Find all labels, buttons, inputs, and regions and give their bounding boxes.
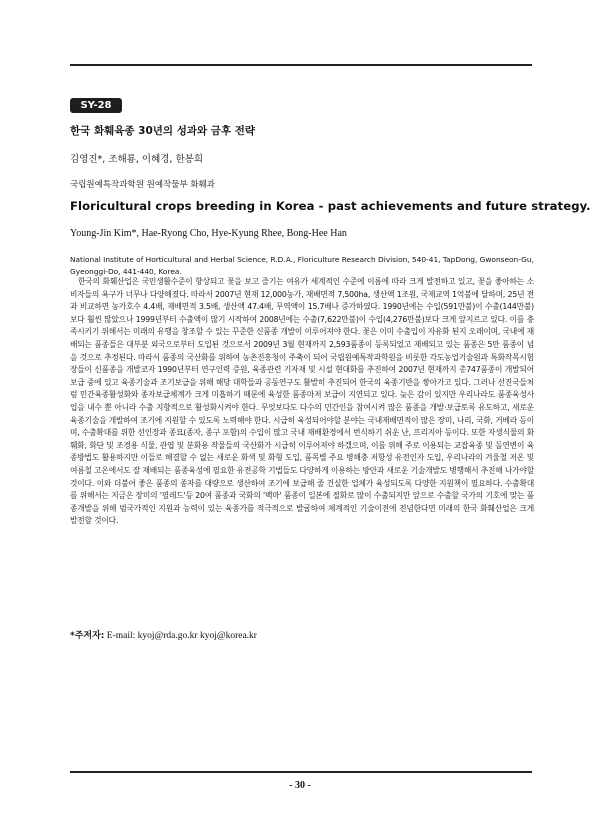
abstract-body: 한국의 화훼산업은 국민생활수준이 향상되고 꽃을 보고 즐기는 여유가 세계적인 수준에 이름에 따라 크게 발전하고 있고, 꽃을 좋아하는 소비자들의 욕구가 너무나 다양해졌다. 따라서 2007년 현재 12,000농가, 재배면적 7,500ha, 생산액 1조원, 국제교역 1억불에 달하며, 25년 전과 비교하면 농가호수 4.4배, 재배면적 3.5배, 생산액 47.4배, 무역액이 15.7배나 증가하였다. 1990년에는 수입(591만불)이 수출(144만불)보다 훨씬 많았으나 1999년부터 수출액이 많기 시작하여 2008년에는 수출(7,622만불)이 수입(4,276만불)보다 크게 앞지르고 있다. 이를 충족시키기 위해서는 미래의 유행을 창조할 수 있는 꾸준한 신품종 개발이 이루어져야 한다. 꽃은 이미 수출입이 자유화 된지 오래이며, 국내에 재배되는 품종들은 대부분 외국으로부터 도입된 것으로서 2009년 3월 현재까지 2,593품종이 등록되었고 재배되고 있는 품종은 5만 품종이 넘을 것으로 추정된다. 따라서 품종의 국산화를 위하여 농촌진흥청이 주축이 되어 국립원예특작과학원을 비롯한 각도농업기술원과 특화작목시험장들이 신품종을 개발코자 1990년부터 연구인력 증원, 육종관련 기자재 및 시설 현대화를 추진하여 2007년 현재까지 총747품종이 개발되어 보급 중에 있고 육종기술과 조기보급을 위해 해당 대학들과 공동연구도 활발히 추진되어 한국의 육종기반을 쌓아가고 있다. 그러나 선진국들처럼 민간육종활성화와 종자보급체계가 크게 미흡하기 때문에 육성한 품종마저 보급이 지연되고 있다. 늦은 감이 있지만 우리나라도 품종육성사업을 내수 뿐 아니라 수출 지향적으로 활성화시켜야 한다. 무엇보다도 다수의 민간인을 참여시켜 많은 품종을 개발·보급토록 유도하고, 새로운 육종기술을 개발하여 조기에 지원할 수 있도록 노력해야 한다. 시급히 육성되어야할 분야는 국내재배면적이 많은 장미, 나리, 국화, 거베라 등이며, 수출확대를 위한 선인장과 종묘(종자, 종구 포함)의 수입이 많고 국내 재배환경에서 번식하기 쉬운 난, 프리지아 등이다. 또한 자생식물의 화훼화, 화단 및 조경용 식물, 관엽 및 분화용 작물들의 국산화가 시급히 이루어져야 하겠으며, 이를 위해 주로 이용되는 교잡육종 및 돌연변이 육종방법도 활용하지만 이들로 해결할 수 없는 새로운 화색 및 화형 도입, 품목별 주요 병해충 저항성 유전인자 도입, 우리나라의 겨울철 저온 및 여름철 고온에서도 잘 재배되는 품종육성에 필요한 유전공학 기법들도 다양하게 이용하는 방안과 새로운 기술개발도 병행해서 추진해 나가야할 것이다. 이와 더불어 좋은 품종의 종자를 대량으로 생산하여 조기에 보급해 줄 건실한 업체가 육성되도록 다양한 지원책이 필요하다. 수출확대를 위해서는 지금은 장미의 '필레드'등 20여 품종과 국화의 '백마' 품종이 일본에 절화로 많이 수출되지만 앞으로 수출할 국가의 기호에 맞는 품종개발을 위해 범국가적인 지원과 능력이 있는 육종가를 적극적으로 발굴하여 체계적인 기술이전에 전념한다면 미래의 한국 화훼산업은 크게 발전할 것이다. <box>70 277 534 526</box>
english-title: Floricultural crops breeding in Korea - past achievements and future strategy. <box>70 199 591 213</box>
korean-authors: 김영진*, 조해룡, 이혜경, 한봉희 <box>70 154 203 165</box>
bottom-rule <box>70 771 532 773</box>
correspondence <box>70 628 257 641</box>
korean-title: 한국 화훼육종 30년의 성과와 금후 전략 <box>70 125 256 137</box>
korean-affiliation: 국립원예특작과학원 원예작물부 화훼과 <box>70 180 215 190</box>
top-rule <box>70 64 532 66</box>
page-number: - 30 - <box>289 780 311 791</box>
english-affiliation: National Institute of Horticultural and Herbal Science, R.D.A., Floriculture Research Division, 540-41, TapDong, Gwonseon-Gu, Gyeonggi-Do, 441-440, Korea. <box>70 255 534 276</box>
english-authors: Young-Jin Kim*, Hae-Ryong Cho, Hye-Kyung Rhee, Bong-Hee Han <box>70 228 347 239</box>
correspondence-email: E-mail: kyoj@rda.go.kr kyoj@korea.kr <box>106 631 257 641</box>
correspondence-label: *주저자: <box>70 631 105 641</box>
session-badge: SY-28 <box>70 98 122 113</box>
